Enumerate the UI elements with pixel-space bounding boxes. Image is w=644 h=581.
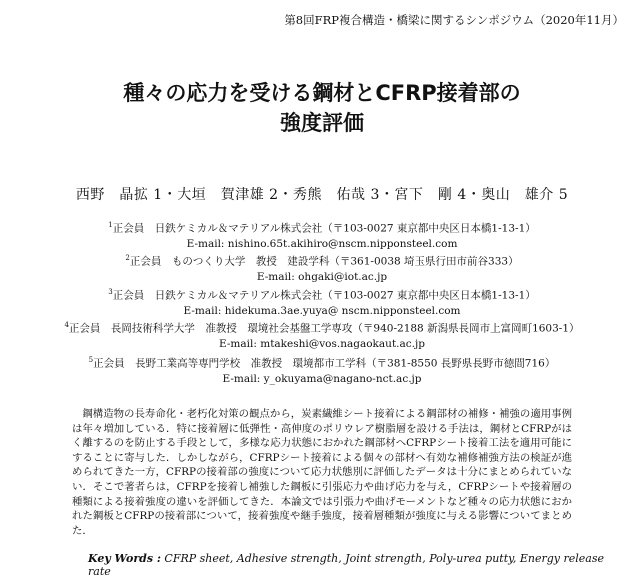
- affiliation-number: 1: [108, 221, 113, 229]
- keywords-label: Key Words :: [88, 552, 161, 565]
- title-line-2: 強度評価: [280, 111, 364, 135]
- title-line-1: 種々の応力を受ける鋼材とCFRP接着部の: [123, 81, 521, 105]
- affiliation-1: [0, 218, 644, 252]
- affiliation-email: E-mail: hidekuma.3ae.yuya@ nscm.nipponsteel.com: [183, 304, 461, 317]
- abstract: 鋼構造物の長寿命化・老朽化対策の観点から，炭素繊維シート接着による鋼部材の補修・補強の適用事例は年々増加している．特に接着層に低弾性・高伸度のポリウレア樹脂層を設ける手法は，鋼材とCFRPがはく離するのを防止する手段として，多様な応力状態におかれた鋼部材へCFRPシート接着工法を適用可能にすることに寄与した．しかしながら，CFRPシート接着による個々の部材へ有効な補修補強方法の検証が進められてきた一方，CFRPの接着部の強度について応力状態別に評価したデータは十分にまとめられていない．そこで著者らは，CFRPを接着し補強した鋼板に引張応力や曲げ応力を与え，CFRPシートや接着層の種類による接着強度の違いを評価してきた．本論文では引張力や曲げモーメントなど種々の応力状態におかれた鋼板とCFRPの接着部について，接着強度や継手強度，接着層種類が強度に与える影響についてまとめた．: [72, 408, 572, 537]
- affiliation-4: [0, 318, 644, 352]
- affiliation-email: E-mail: nishino.65t.akihiro@nscm.nipponsteel.com: [186, 237, 458, 250]
- affiliation-email: E-mail: ohgaki@iot.ac.jp: [256, 270, 388, 283]
- affiliation-text: 正会員 ものつくり大学 教授 建設学科（〒361-0038 埼玉県行田市前谷333）: [129, 255, 519, 268]
- affiliation-text: 正会員 長岡技術科学大学 准教授 環境社会基盤工学専攻（〒940-2188 新潟県長岡市上富岡町1603-1）: [68, 322, 580, 335]
- paper-title: [0, 78, 644, 138]
- affiliation-number: 2: [125, 254, 130, 262]
- affiliation-text: 正会員 日鉄ケミカル＆マテリアル株式会社（〒103-0027 東京都中央区日本橋1-13-1）: [112, 222, 536, 235]
- affiliation-3: [0, 285, 644, 319]
- keywords: [88, 552, 608, 578]
- affiliation-5: [0, 353, 644, 387]
- author-list: 西野 晶拡 1・大垣 賀津雄 2・秀熊 佑哉 3・宮下 剛 4・奥山 雄介 5: [75, 187, 569, 203]
- affiliation-number: 5: [88, 356, 94, 364]
- affiliation-number: 4: [64, 321, 69, 329]
- affiliation-email: E-mail: y_okuyama@nagano-nct.ac.jp: [222, 372, 422, 385]
- keywords-text: CFRP sheet, Adhesive strength, Joint strength, Poly-urea putty, Energy release rate: [88, 552, 605, 578]
- conference-header: 第8回FRP複合構造・橋梁に関するシンポジウム（2020年11月）: [284, 13, 624, 27]
- affiliation-2: [0, 251, 644, 285]
- affiliation-text: 正会員 長野工業高等専門学校 准教授 環境都市工学科（〒381-8550 長野県長野市徳間716）: [93, 357, 556, 370]
- affiliation-email: E-mail: mtakeshi@vos.nagaokaut.ac.jp: [219, 337, 425, 350]
- affiliation-number: 3: [108, 288, 113, 296]
- affiliation-text: 正会員 日鉄ケミカル＆マテリアル株式会社（〒103-0027 東京都中央区日本橋1-13-1）: [112, 289, 536, 302]
